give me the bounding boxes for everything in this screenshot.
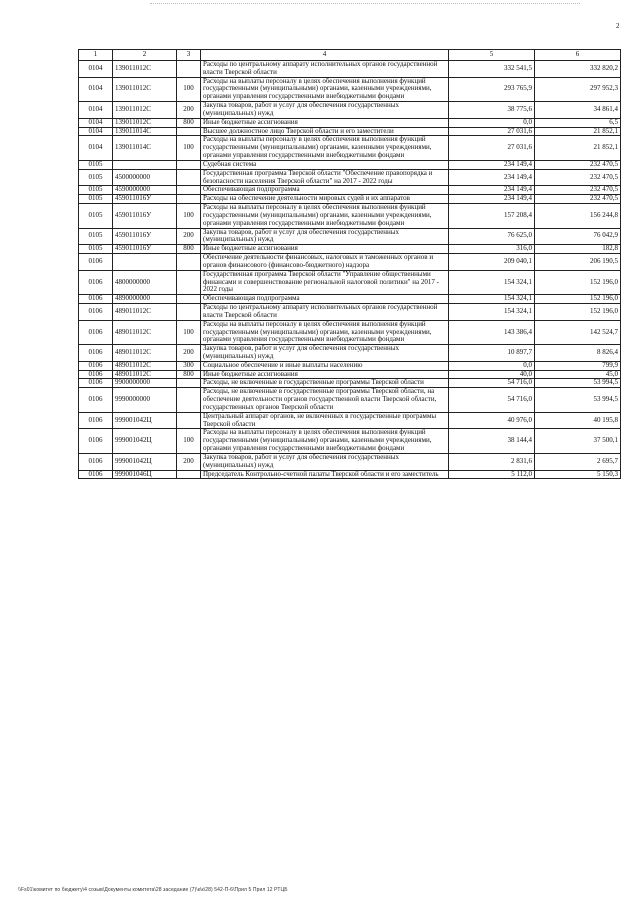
- section-code: 0105: [79, 204, 113, 228]
- amount-col6: 21 852,1: [535, 136, 621, 160]
- amount-col6: 76 042,9: [535, 228, 621, 245]
- item-name: Расходы по центральному аппарату исполнительных органов государственной власти Тверской области: [201, 304, 449, 321]
- expense-type-code: [177, 270, 201, 294]
- column-number-6: 6: [535, 50, 621, 61]
- amount-col6: 21 852,1: [535, 127, 621, 136]
- table-row: [79, 169, 621, 186]
- item-name: Расходы на выплаты персоналу в целях обеспечения выполнения функций государственными (муниципальными) органами, казенными учреждениями, органами управления государственными внебюджетными фондами: [201, 136, 449, 160]
- expense-type-code: [177, 61, 201, 78]
- section-code: 0105: [79, 228, 113, 245]
- amount-col5: 234 149,4: [449, 186, 535, 195]
- column-number-3: 3: [177, 50, 201, 61]
- section-code: 0106: [79, 270, 113, 294]
- target-item-code: 139011012С: [113, 118, 177, 127]
- expense-type-code: [177, 169, 201, 186]
- expense-type-code: [177, 304, 201, 321]
- target-item-code: 489011012С: [113, 370, 177, 379]
- item-name: Государственная программа Тверской области "Обеспечение правопорядка и безопасности населения Тверской области" на 2017 - 2022 годы: [201, 169, 449, 186]
- amount-col5: 76 625,0: [449, 228, 535, 245]
- amount-col5: 154 324,1: [449, 270, 535, 294]
- amount-col5: 2 831,6: [449, 453, 535, 470]
- amount-col6: 297 952,3: [535, 77, 621, 101]
- amount-col6: 2 695,7: [535, 453, 621, 470]
- column-number-4: 4: [201, 50, 449, 61]
- item-name: Обеспечивающая подпрограмма: [201, 186, 449, 195]
- item-name: Закупка товаров, работ и услуг для обеспечения государственных (муниципальных) нужд: [201, 453, 449, 470]
- target-item-code: 489011012С: [113, 304, 177, 321]
- table-row: [79, 204, 621, 228]
- item-name: Расходы на выплаты персоналу в целях обеспечения выполнения функций государственными (муниципальными) органами, казенными учреждениями, органами управления государственными внебюджетными фондами: [201, 320, 449, 344]
- amount-col6: 232 470,5: [535, 195, 621, 204]
- target-item-code: 489011012С: [113, 361, 177, 370]
- amount-col6: 232 470,5: [535, 169, 621, 186]
- item-name: Расходы на выплаты персоналу в целях обеспечения выполнения функций государственными (муниципальными) органами, казенными учреждениями, органами управления государственными внебюджетными фондами: [201, 77, 449, 101]
- table-row: [79, 228, 621, 245]
- item-name: Обеспечение деятельности финансовых, налоговых и таможенных органов и органов финансового (финансово-бюджетного) надзора: [201, 254, 449, 271]
- amount-col5: 293 765,9: [449, 77, 535, 101]
- target-item-code: 999001042Ц: [113, 429, 177, 453]
- expense-type-code: [177, 470, 201, 479]
- expense-type-code: 200: [177, 228, 201, 245]
- target-item-code: 999001042Ц: [113, 453, 177, 470]
- item-name: Расходы на обеспечение деятельности мировых судей и их аппаратов: [201, 195, 449, 204]
- table-row: [79, 429, 621, 453]
- table-row: [79, 160, 621, 169]
- amount-col6: 232 470,5: [535, 186, 621, 195]
- amount-col6: 152 196,0: [535, 270, 621, 294]
- target-item-code: 459011016У: [113, 204, 177, 228]
- column-number-5: 5: [449, 50, 535, 61]
- amount-col6: 799,9: [535, 361, 621, 370]
- expense-type-code: [177, 195, 201, 204]
- amount-col5: 154 324,1: [449, 295, 535, 304]
- table-row: [79, 118, 621, 127]
- item-name: Закупка товаров, работ и услуг для обеспечения государственных (муниципальных) нужд: [201, 102, 449, 119]
- target-item-code: 459011016У: [113, 245, 177, 254]
- amount-col5: 54 716,0: [449, 388, 535, 412]
- item-name: Высшее должностное лицо Тверской области и его заместители: [201, 127, 449, 136]
- item-name: Закупка товаров, работ и услуг для обеспечения государственных (муниципальных) нужд: [201, 345, 449, 362]
- amount-col6: 182,8: [535, 245, 621, 254]
- amount-col5: 27 031,6: [449, 136, 535, 160]
- target-item-code: 4800000000: [113, 270, 177, 294]
- section-code: 0105: [79, 195, 113, 204]
- amount-col5: 234 149,4: [449, 195, 535, 204]
- target-item-code: 999001042Ц: [113, 412, 177, 429]
- amount-col6: 53 994,5: [535, 379, 621, 388]
- item-name: Государственная программа Тверской области "Управление общественными финансами и совершенствование региональной налоговой политики" на 2017 - 2022 годы: [201, 270, 449, 294]
- target-item-code: 139011012С: [113, 77, 177, 101]
- expense-type-code: 200: [177, 453, 201, 470]
- amount-col6: 53 994,5: [535, 388, 621, 412]
- expense-type-code: [177, 127, 201, 136]
- section-code: 0104: [79, 77, 113, 101]
- file-path-footer: \\Fs01\комитет по бюджету\4 созыв\Документы комитета\28 заседание (7)\к\к\28) 542-П-6\Прил 5 Прил 12 РТЦБ: [18, 887, 288, 893]
- amount-col6: 152 196,0: [535, 304, 621, 321]
- table-row: [79, 361, 621, 370]
- item-name: Иные бюджетные ассигнования: [201, 370, 449, 379]
- target-item-code: 139011012С: [113, 102, 177, 119]
- amount-col6: 152 196,0: [535, 295, 621, 304]
- amount-col6: 156 244,8: [535, 204, 621, 228]
- section-code: 0106: [79, 388, 113, 412]
- section-code: 0105: [79, 245, 113, 254]
- item-name: Расходы, не включенные в государственные программы Тверской области, на обеспечение деятельности органов государственной власти Тверской области, государственных органов Тверской области: [201, 388, 449, 412]
- table-row: [79, 470, 621, 479]
- section-code: 0104: [79, 127, 113, 136]
- target-item-code: 9990000000: [113, 388, 177, 412]
- table-row: [79, 77, 621, 101]
- item-name: Иные бюджетные ассигнования: [201, 118, 449, 127]
- table-body: [79, 50, 621, 479]
- expense-type-code: [177, 379, 201, 388]
- target-item-code: 999001046Ц: [113, 470, 177, 479]
- section-code: 0104: [79, 102, 113, 119]
- amount-col5: 38 144,4: [449, 429, 535, 453]
- table-row: [79, 320, 621, 344]
- target-item-code: 139011012С: [113, 61, 177, 78]
- amount-col5: 40,0: [449, 370, 535, 379]
- table-row: [79, 136, 621, 160]
- amount-col6: 45,0: [535, 370, 621, 379]
- item-name: Закупка товаров, работ и услуг для обеспечения государственных (муниципальных) нужд: [201, 228, 449, 245]
- scan-artifact: [150, 3, 580, 4]
- target-item-code: 489011012С: [113, 320, 177, 344]
- section-code: 0106: [79, 361, 113, 370]
- column-number-1: 1: [79, 50, 113, 61]
- expense-type-code: 200: [177, 345, 201, 362]
- section-code: 0106: [79, 470, 113, 479]
- amount-col6: 6,5: [535, 118, 621, 127]
- section-code: 0106: [79, 254, 113, 271]
- table-row: [79, 254, 621, 271]
- item-name: Судебная система: [201, 160, 449, 169]
- table-row: [79, 304, 621, 321]
- amount-col5: 143 386,4: [449, 320, 535, 344]
- amount-col5: 0,0: [449, 118, 535, 127]
- item-name: Расходы по центральному аппарату исполнительных органов государственной власти Тверской области: [201, 61, 449, 78]
- expense-type-code: 200: [177, 102, 201, 119]
- table-row: [79, 345, 621, 362]
- target-item-code: 4500000000: [113, 169, 177, 186]
- amount-col5: 54 716,0: [449, 379, 535, 388]
- target-item-code: 4890000000: [113, 295, 177, 304]
- amount-col5: 38 775,6: [449, 102, 535, 119]
- expense-type-code: [177, 254, 201, 271]
- amount-col5: 5 112,0: [449, 470, 535, 479]
- section-code: 0106: [79, 412, 113, 429]
- amount-col5: 27 031,6: [449, 127, 535, 136]
- expense-type-code: 100: [177, 136, 201, 160]
- expense-type-code: 800: [177, 245, 201, 254]
- section-code: 0105: [79, 160, 113, 169]
- expense-type-code: [177, 186, 201, 195]
- table-row: [79, 412, 621, 429]
- budget-table: [78, 49, 621, 479]
- amount-col6: 206 190,5: [535, 254, 621, 271]
- expense-type-code: 800: [177, 370, 201, 379]
- expense-type-code: [177, 295, 201, 304]
- section-code: 0106: [79, 453, 113, 470]
- target-item-code: 459011016У: [113, 228, 177, 245]
- table-row: [79, 102, 621, 119]
- expense-type-code: 300: [177, 361, 201, 370]
- target-item-code: 489011012С: [113, 345, 177, 362]
- amount-col5: 316,0: [449, 245, 535, 254]
- target-item-code: 139011014С: [113, 136, 177, 160]
- expense-type-code: [177, 412, 201, 429]
- item-name: Иные бюджетные ассигнования: [201, 245, 449, 254]
- target-item-code: [113, 254, 177, 271]
- item-name: Социальное обеспечение и иные выплаты населению: [201, 361, 449, 370]
- table-row: [79, 61, 621, 78]
- section-code: 0104: [79, 61, 113, 78]
- amount-col6: 232 470,5: [535, 160, 621, 169]
- item-name: Обеспечивающая подпрограмма: [201, 295, 449, 304]
- item-name: Председатель Контрольно-счетной палаты Тверской области и его заместитель: [201, 470, 449, 479]
- amount-col6: 34 861,4: [535, 102, 621, 119]
- section-code: 0106: [79, 379, 113, 388]
- section-code: 0104: [79, 118, 113, 127]
- page-number: 2: [616, 22, 620, 30]
- target-item-code: 139011014С: [113, 127, 177, 136]
- amount-col5: 157 208,4: [449, 204, 535, 228]
- amount-col5: 332 541,5: [449, 61, 535, 78]
- amount-col6: 142 524,7: [535, 320, 621, 344]
- amount-col6: 37 500,1: [535, 429, 621, 453]
- column-number-row: [79, 50, 621, 61]
- amount-col6: 40 195,8: [535, 412, 621, 429]
- table-row: [79, 270, 621, 294]
- expense-type-code: 100: [177, 77, 201, 101]
- amount-col5: 234 149,4: [449, 169, 535, 186]
- amount-col6: 8 826,4: [535, 345, 621, 362]
- expense-type-code: 800: [177, 118, 201, 127]
- amount-col5: 40 976,0: [449, 412, 535, 429]
- amount-col5: 234 149,4: [449, 160, 535, 169]
- expense-type-code: 100: [177, 320, 201, 344]
- column-number-2: 2: [113, 50, 177, 61]
- amount-col5: 209 040,1: [449, 254, 535, 271]
- section-code: 0105: [79, 169, 113, 186]
- item-name: Расходы, не включенные в государственные программы Тверской области: [201, 379, 449, 388]
- target-item-code: 4590000000: [113, 186, 177, 195]
- section-code: 0106: [79, 429, 113, 453]
- target-item-code: 9900000000: [113, 379, 177, 388]
- section-code: 0106: [79, 345, 113, 362]
- section-code: 0106: [79, 295, 113, 304]
- section-code: 0106: [79, 370, 113, 379]
- amount-col5: 10 897,7: [449, 345, 535, 362]
- section-code: 0106: [79, 304, 113, 321]
- section-code: 0104: [79, 136, 113, 160]
- table-row: [79, 453, 621, 470]
- expense-type-code: 100: [177, 204, 201, 228]
- target-item-code: 459011016У: [113, 195, 177, 204]
- amount-col6: 332 820,2: [535, 61, 621, 78]
- section-code: 0105: [79, 186, 113, 195]
- expense-type-code: [177, 160, 201, 169]
- section-code: 0106: [79, 320, 113, 344]
- expense-type-code: 100: [177, 429, 201, 453]
- item-name: Центральный аппарат органов, не включенных в государственные программы Тверской области: [201, 412, 449, 429]
- table-row: [79, 388, 621, 412]
- expense-type-code: [177, 388, 201, 412]
- item-name: Расходы на выплаты персоналу в целях обеспечения выполнения функций государственными (муниципальными) органами, казенными учреждениями, органами управления государственными внебюджетными фондами: [201, 204, 449, 228]
- amount-col5: 154 324,1: [449, 304, 535, 321]
- amount-col5: 0,0: [449, 361, 535, 370]
- amount-col6: 5 150,3: [535, 470, 621, 479]
- item-name: Расходы на выплаты персоналу в целях обеспечения выполнения функций государственными (муниципальными) органами, казенными учреждениями, органами управления государственными внебюджетными фондами: [201, 429, 449, 453]
- target-item-code: [113, 160, 177, 169]
